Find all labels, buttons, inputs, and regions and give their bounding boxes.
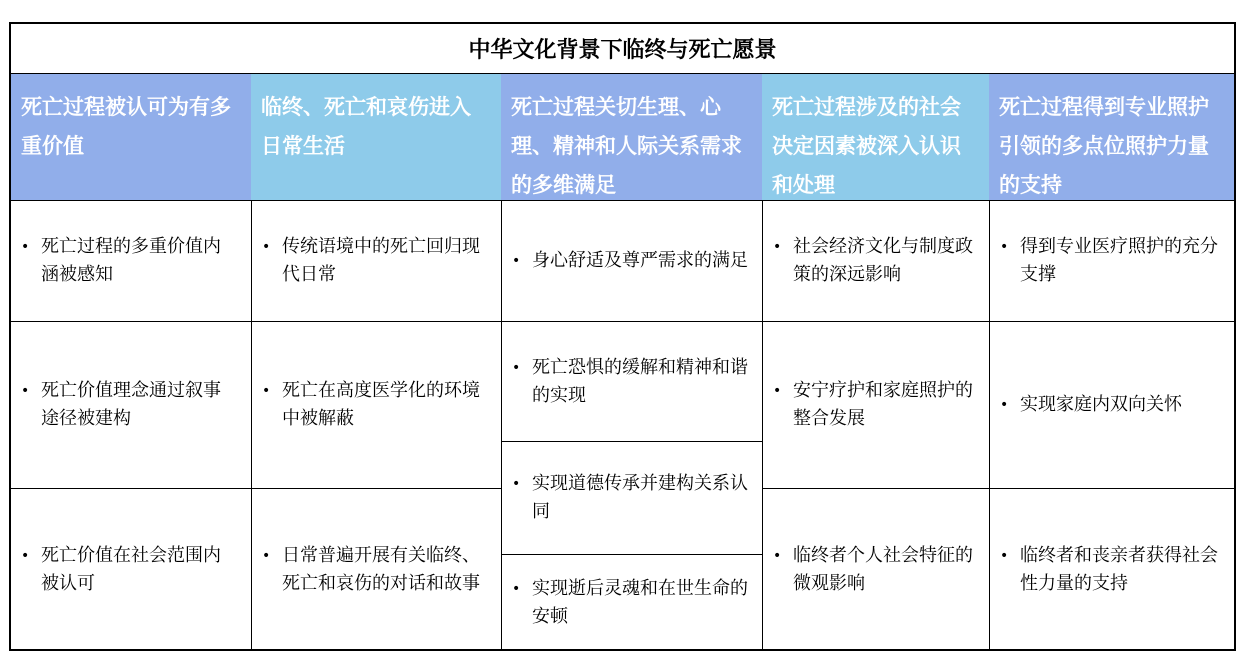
table-cell <box>11 489 251 651</box>
item-text: 死亡过程的多重价值内涵被感知 <box>41 236 221 285</box>
list-item <box>502 247 762 275</box>
list-item <box>252 377 501 433</box>
bullet-icon: • <box>21 383 30 399</box>
item-text: 传统语境中的死亡回归现代日常 <box>282 236 480 285</box>
bullet-icon: • <box>1000 239 1009 255</box>
list-item <box>990 542 1234 598</box>
table-cell <box>763 489 989 651</box>
list-item <box>11 377 251 433</box>
column-header-multidimensional-needs: 死亡过程关切生理、心理、精神和人际关系需求的多维满足 <box>501 74 762 201</box>
item-text: 死亡恐惧的缓解和精神和谐的实现 <box>532 356 748 406</box>
list-item <box>990 391 1234 419</box>
bullet-icon: • <box>1000 397 1009 413</box>
item-text: 得到专业医疗照护的充分支撑 <box>1020 236 1218 285</box>
column-header-social-determinants: 死亡过程涉及的社会决定因素被深入认识和处理 <box>762 74 989 201</box>
bullet-icon: • <box>773 383 782 399</box>
item-text: 社会经济文化与制度政策的深远影响 <box>793 236 973 285</box>
list-item <box>763 377 989 433</box>
item-text: 实现道德传承并建构关系认同 <box>532 473 748 522</box>
list-item <box>502 354 762 410</box>
item-text: 死亡价值理念通过叙事途径被建构 <box>41 380 221 429</box>
bullet-icon: • <box>512 359 521 376</box>
list-item <box>502 470 762 526</box>
table-cell <box>11 322 251 488</box>
list-item <box>502 575 762 631</box>
bullet-icon: • <box>773 239 782 255</box>
list-item <box>763 233 989 289</box>
table-cell <box>763 322 989 488</box>
list-item <box>990 233 1234 289</box>
table-cell <box>502 322 762 441</box>
item-text: 日常普遍开展有关临终、死亡和哀伤的对话和故事 <box>282 545 480 594</box>
table-cell <box>990 489 1234 651</box>
table-cell <box>990 322 1234 488</box>
column-header-everyday-life: 临终、死亡和哀伤进入日常生活 <box>251 74 501 201</box>
item-text: 临终者个人社会特征的微观影响 <box>793 545 973 594</box>
table-cell <box>990 201 1234 321</box>
bullet-icon: • <box>1000 548 1009 564</box>
bullet-icon: • <box>773 548 782 564</box>
table-cell <box>502 555 762 651</box>
bullet-icon: • <box>512 581 521 597</box>
bullet-icon: • <box>21 239 30 255</box>
table-cell <box>502 201 762 321</box>
bullet-icon: • <box>512 476 521 492</box>
bullet-icon: • <box>262 548 271 564</box>
table-cell <box>763 201 989 321</box>
list-item <box>11 233 251 289</box>
item-text: 死亡价值在社会范围内被认可 <box>41 545 221 594</box>
item-text: 安宁疗护和家庭照护的整合发展 <box>793 380 973 429</box>
table-cell <box>502 442 762 554</box>
list-item <box>11 542 251 598</box>
item-text: 身心舒适及尊严需求的满足 <box>532 250 748 271</box>
list-item <box>252 233 501 289</box>
bullet-icon: • <box>512 253 521 269</box>
table-cell <box>252 489 501 651</box>
bullet-icon: • <box>21 548 30 564</box>
table-cell <box>252 201 501 321</box>
item-text: 实现逝后灵魂和在世生命的安顿 <box>532 578 748 627</box>
vision-table <box>9 22 1236 651</box>
list-item <box>763 542 989 598</box>
bullet-icon: • <box>262 239 271 255</box>
item-text: 死亡在高度医学化的环境中被解蔽 <box>282 380 480 429</box>
item-text: 实现家庭内双向关怀 <box>1020 394 1182 415</box>
table-title: 中华文化背景下临终与死亡愿景 <box>11 24 1234 74</box>
table-cell <box>252 322 501 488</box>
bullet-icon: • <box>262 383 271 399</box>
table-cell <box>11 201 251 321</box>
column-header-care-support: 死亡过程得到专业照护引领的多点位照护力量的支持 <box>989 74 1234 201</box>
item-text: 临终者和丧亲者获得社会性力量的支持 <box>1020 545 1218 594</box>
list-item <box>252 542 501 598</box>
column-header-multiple-value: 死亡过程被认可为有多重价值 <box>11 74 251 201</box>
